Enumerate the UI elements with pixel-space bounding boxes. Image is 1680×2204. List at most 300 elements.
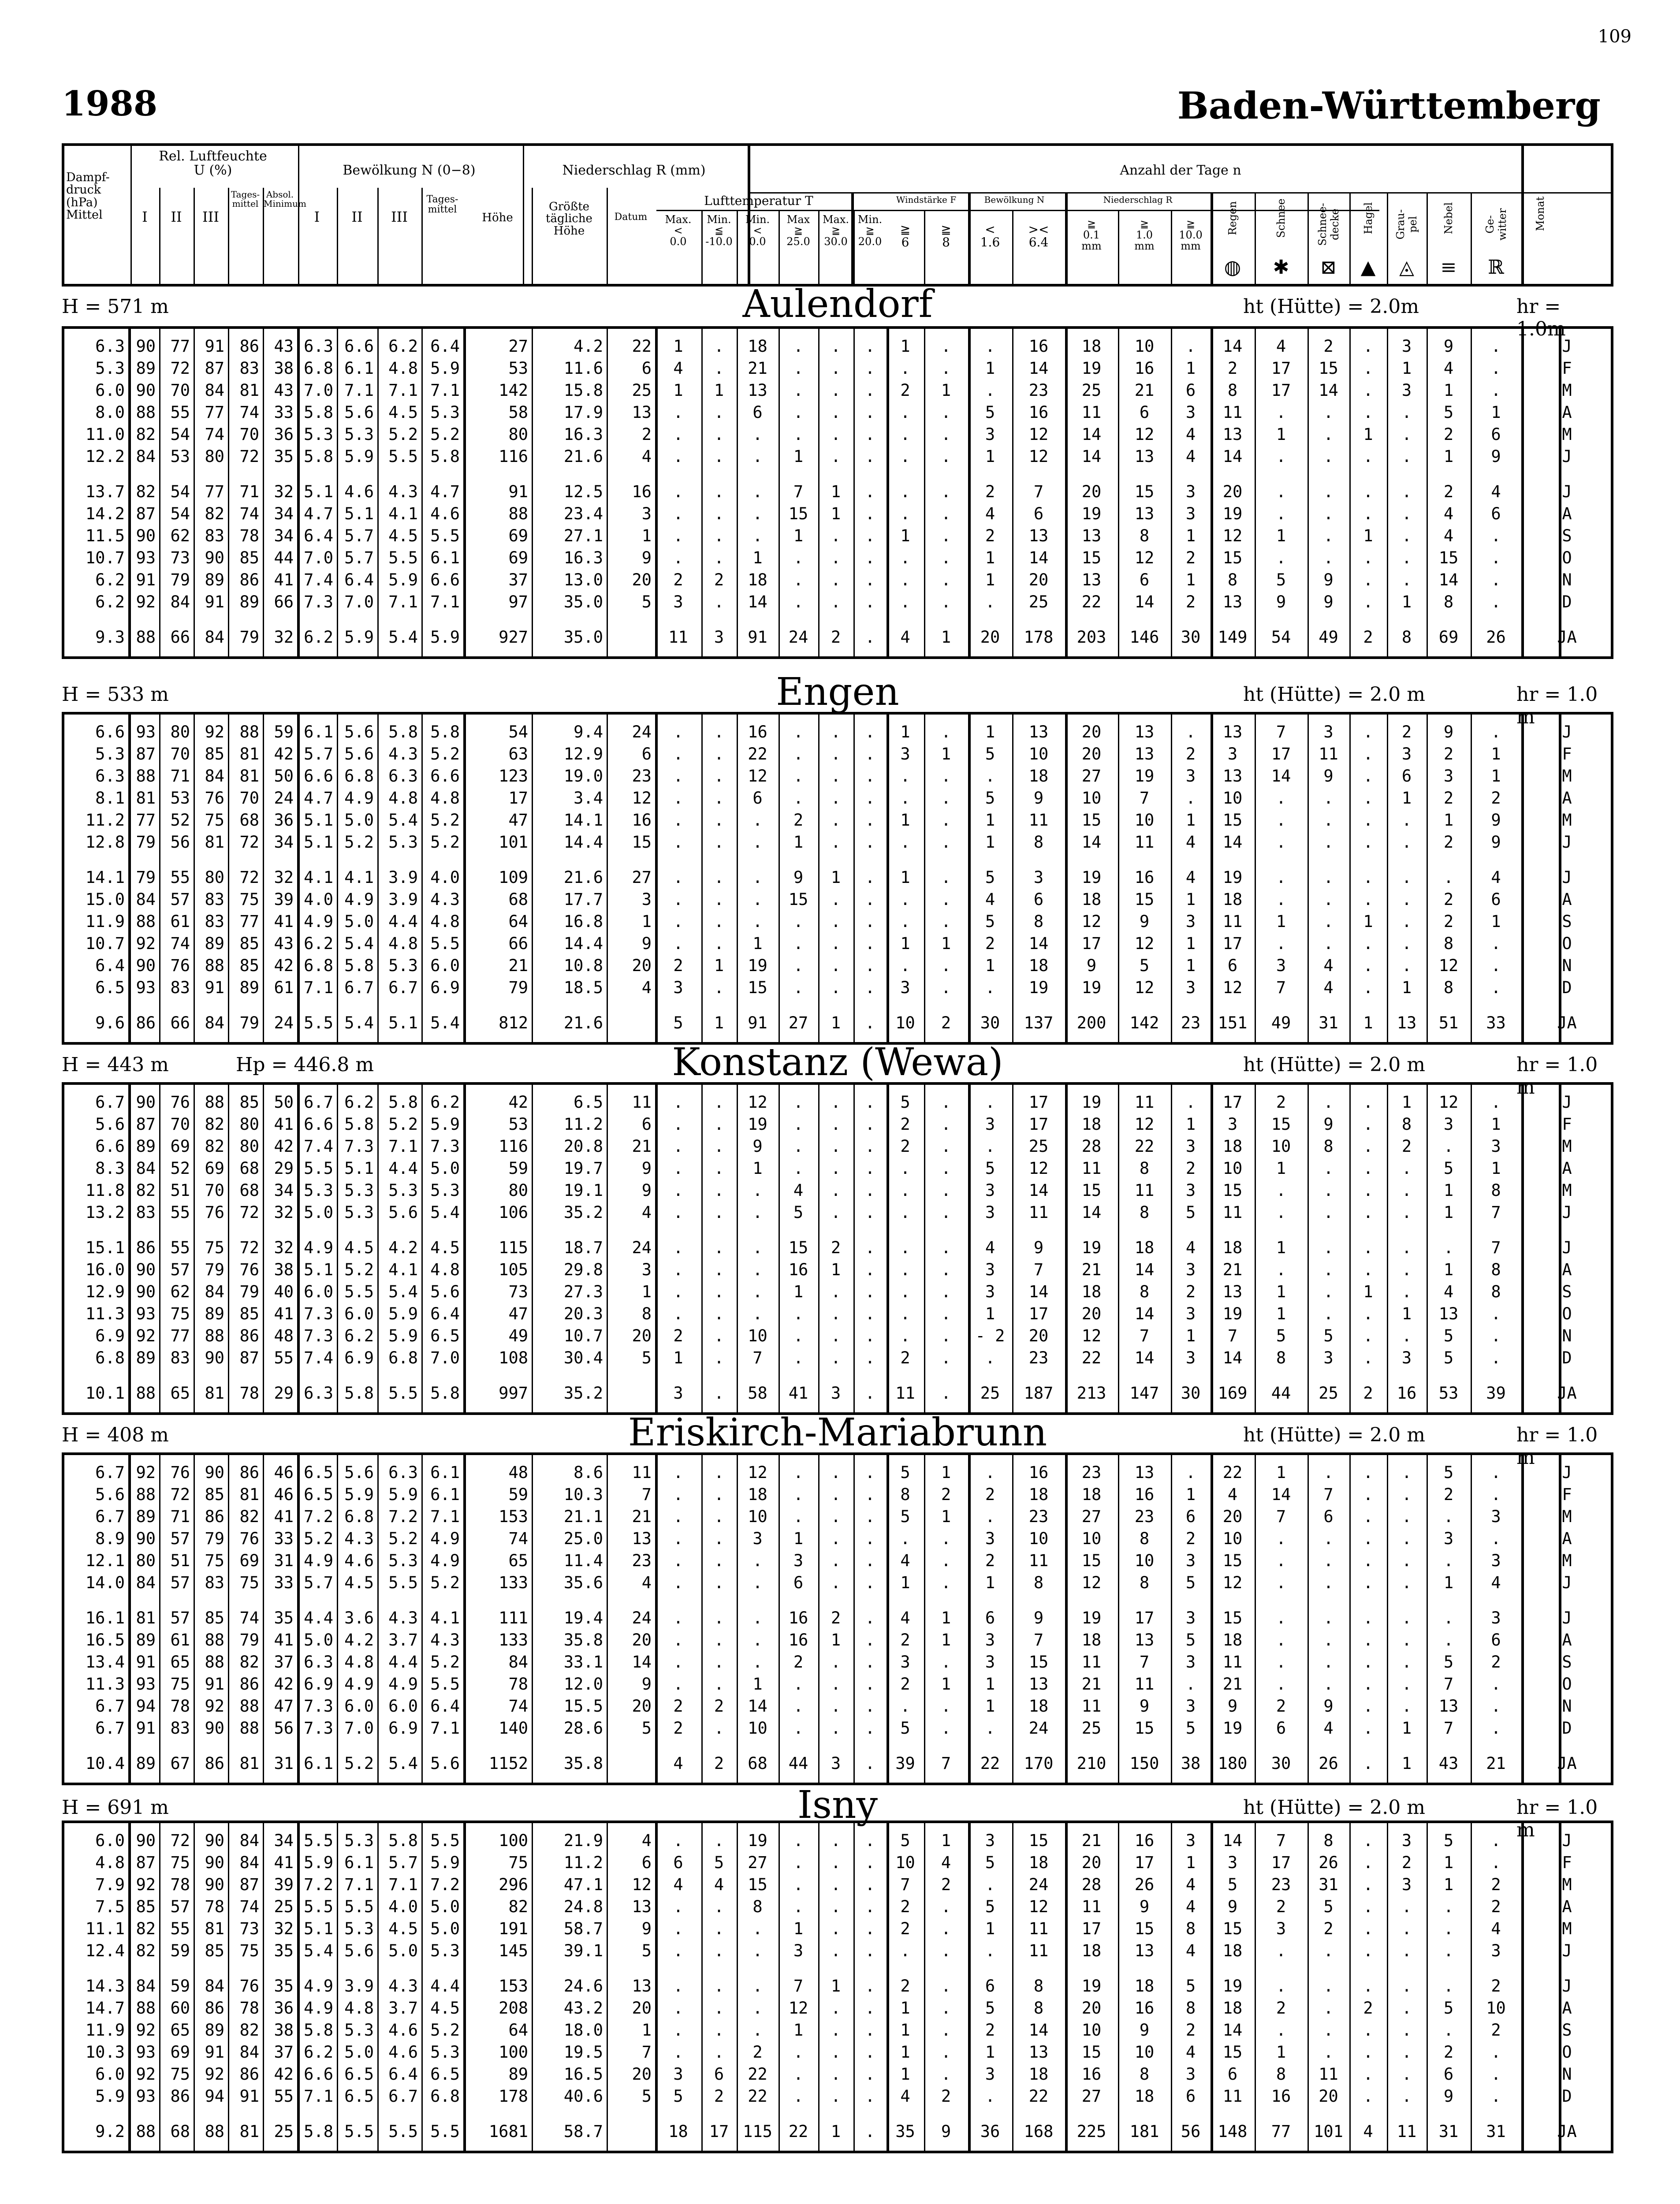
- cell: 16: [1134, 359, 1155, 378]
- cell: .: [865, 1977, 875, 1996]
- cell: 77: [136, 811, 156, 830]
- cell: 9: [1323, 1697, 1334, 1716]
- cell: .: [714, 1238, 724, 1257]
- cell: 92: [136, 2065, 156, 2084]
- cell: 5.6: [344, 1941, 374, 1960]
- cell: 18: [1222, 1999, 1243, 2018]
- cell: 7.1: [304, 978, 333, 997]
- cell: 5.6: [344, 1463, 374, 1482]
- cell: 82: [205, 1115, 224, 1134]
- cell: 21.1: [563, 1507, 603, 1526]
- cell: 12: [748, 1463, 767, 1482]
- cell: 2: [714, 1697, 724, 1716]
- cell: 7.1: [304, 2087, 333, 2106]
- cell: 6: [1033, 504, 1044, 523]
- cell: 24: [632, 722, 652, 741]
- cell: 4: [1491, 868, 1501, 887]
- cell: .: [673, 1181, 683, 1200]
- cell: .: [1323, 2043, 1334, 2062]
- cell: .: [714, 1919, 724, 1938]
- cell: 72: [239, 1203, 259, 1222]
- cell: 150: [1129, 1754, 1159, 1773]
- cell: S: [1562, 1653, 1572, 1672]
- cell: 92: [136, 592, 156, 611]
- cell: .: [1491, 526, 1501, 545]
- cell: 2: [900, 1348, 910, 1367]
- cell: 4.9: [344, 1675, 374, 1694]
- cell: .: [865, 447, 875, 466]
- cell: .: [1363, 956, 1373, 975]
- cell: .: [1363, 767, 1373, 786]
- cell: 14: [1438, 570, 1459, 589]
- cell: 187: [1024, 1384, 1054, 1403]
- cell: 5.5: [344, 2122, 374, 2141]
- cell: 180: [1218, 1754, 1248, 1773]
- cell: .: [831, 1282, 841, 1301]
- cell: 1: [793, 833, 804, 852]
- table-row: [64, 1159, 1611, 1181]
- cell: .: [1401, 2087, 1412, 2106]
- cell: .: [673, 1260, 683, 1279]
- cell: 19: [1222, 868, 1243, 887]
- cell: 5.2: [388, 1115, 418, 1134]
- cell: .: [1491, 359, 1501, 378]
- cell: 12.8: [85, 833, 125, 852]
- cell: 5: [1276, 1326, 1286, 1345]
- cell: 88: [136, 1999, 156, 2018]
- cell: 24: [632, 1608, 652, 1627]
- cell: 88: [205, 1326, 224, 1345]
- cell: 93: [136, 1675, 156, 1694]
- cell: .: [673, 1631, 683, 1649]
- cell: .: [941, 811, 951, 830]
- cell: 15: [1134, 1719, 1155, 1738]
- cell: 51: [170, 1551, 190, 1570]
- cell: .: [752, 1653, 763, 1672]
- cell: .: [752, 2021, 763, 2040]
- cell: .: [714, 447, 724, 466]
- cell: 84: [136, 1977, 156, 1996]
- cell: .: [900, 570, 910, 589]
- cell: 79: [136, 868, 156, 887]
- cell: 8: [1227, 570, 1238, 589]
- cell: .: [941, 1919, 951, 1938]
- cell: .: [1276, 1573, 1286, 1592]
- cell: 5.8: [344, 1115, 374, 1134]
- cell: 76: [170, 1463, 190, 1482]
- cell: 17: [1081, 1919, 1102, 1938]
- cell: 90: [136, 1831, 156, 1850]
- cell: .: [941, 425, 951, 444]
- cell: 5: [900, 1463, 910, 1482]
- cell: 16: [1397, 1384, 1417, 1403]
- cell: 16.8: [563, 912, 603, 931]
- cell: 9: [1443, 337, 1454, 356]
- page-number: 109: [1598, 26, 1632, 47]
- cell: 5.7: [304, 1573, 333, 1592]
- cell: 93: [136, 2087, 156, 2106]
- cell: 15.0: [85, 890, 125, 909]
- cell: .: [831, 1115, 841, 1134]
- cell: .: [941, 526, 951, 545]
- cell: 57: [170, 1897, 190, 1916]
- cell: 39: [1486, 1384, 1506, 1403]
- cell: 34: [274, 833, 294, 852]
- cell: .: [831, 447, 841, 466]
- cell: 24: [788, 628, 808, 647]
- cell: .: [1323, 1203, 1334, 1222]
- cell: .: [673, 1999, 683, 2018]
- cell: .: [714, 722, 724, 741]
- cell: 12: [1134, 548, 1155, 567]
- cell: 5: [900, 1831, 910, 1850]
- cell: 14: [1134, 1260, 1155, 1279]
- cell: 4: [673, 1754, 683, 1773]
- cell: 14: [1222, 337, 1243, 356]
- cell: .: [1363, 868, 1373, 887]
- cell: .: [1491, 1675, 1501, 1694]
- table-row: [64, 1529, 1611, 1551]
- cell: .: [1401, 890, 1412, 909]
- cell: .: [865, 1999, 875, 2018]
- cell: 5: [985, 868, 995, 887]
- cell: J: [1562, 868, 1572, 887]
- cell: 7: [1491, 1238, 1501, 1257]
- cell: 43: [274, 337, 294, 356]
- cell: 7.0: [430, 1348, 460, 1367]
- cell: .: [1491, 1304, 1501, 1323]
- cell: .: [941, 1941, 951, 1960]
- cell: 25: [980, 1384, 1000, 1403]
- cell: 3: [1276, 1919, 1286, 1938]
- cell: 33: [274, 403, 294, 422]
- cell: .: [793, 1159, 804, 1178]
- cell: .: [865, 978, 875, 997]
- cell: 14.7: [85, 1999, 125, 2018]
- cell: .: [1323, 403, 1334, 422]
- cell: .: [1401, 1159, 1412, 1178]
- table-header: [62, 143, 1613, 287]
- cell: 149: [1218, 628, 1248, 647]
- cell: 82: [239, 1507, 259, 1526]
- cell: 5.6: [430, 1282, 460, 1301]
- cell: 5.7: [344, 548, 374, 567]
- cell: 4.8: [430, 912, 460, 931]
- cell: 93: [136, 978, 156, 997]
- cell: 4.9: [388, 1675, 418, 1694]
- cell: 5.9: [304, 1853, 333, 1872]
- cell: 84: [239, 2043, 259, 2062]
- cell: 92: [136, 2021, 156, 2040]
- cell: 3: [1185, 504, 1196, 523]
- cell: .: [1323, 1529, 1334, 1548]
- cell: 1: [900, 337, 910, 356]
- cell: .: [673, 2043, 683, 2062]
- cell: 6.1: [430, 1485, 460, 1504]
- cell: 2: [1443, 912, 1454, 931]
- cell: 15: [1222, 1181, 1243, 1200]
- cell: 17: [1028, 1093, 1049, 1112]
- cell: 13: [1028, 722, 1049, 741]
- cell: 6.6: [304, 1115, 333, 1134]
- cell: 1: [941, 1608, 951, 1627]
- cell: 14: [1271, 1485, 1291, 1504]
- cell: 10: [748, 1326, 767, 1345]
- cell: 2: [1443, 789, 1454, 808]
- cell: 4: [900, 1608, 910, 1627]
- cell: 38: [1181, 1754, 1201, 1773]
- cell: 42: [274, 2065, 294, 2084]
- cell: 5.2: [388, 425, 418, 444]
- cell: 72: [239, 868, 259, 887]
- cell: 57: [170, 1608, 190, 1627]
- cell: 4: [1443, 526, 1454, 545]
- cell: .: [1363, 811, 1373, 830]
- cell: JA: [1557, 1754, 1577, 1773]
- cell: 14: [1222, 1831, 1243, 1850]
- cell: 81: [239, 745, 259, 763]
- cell: 6.0: [95, 1831, 125, 1850]
- table-row: [64, 767, 1611, 789]
- cell: 8: [1033, 833, 1044, 852]
- cell: 1: [985, 359, 995, 378]
- cell: 53: [170, 447, 190, 466]
- cell: 70: [205, 1181, 224, 1200]
- cell: 4.2: [388, 1238, 418, 1257]
- cell: 10: [1134, 811, 1155, 830]
- cell: 65: [508, 1551, 528, 1570]
- cell: .: [673, 482, 683, 501]
- cell: 191: [499, 1919, 528, 1938]
- cell: 14: [1028, 359, 1049, 378]
- cell: 2: [941, 2087, 951, 2106]
- cell: 11.8: [85, 1181, 125, 1200]
- cell: .: [1363, 833, 1373, 852]
- cell: .: [1401, 1897, 1412, 1916]
- cell: .: [865, 1260, 875, 1279]
- cell: .: [865, 2043, 875, 2062]
- cell: 4: [1323, 978, 1334, 997]
- cell: 1: [1185, 1326, 1196, 1345]
- cell: 1: [793, 1529, 804, 1548]
- cell: .: [831, 890, 841, 909]
- cell: 12: [788, 1999, 808, 2018]
- cell: 23: [1028, 1507, 1049, 1526]
- cell: 9: [1323, 570, 1334, 589]
- phenomenon-label-5: Nebel: [1442, 202, 1455, 235]
- cell: 20: [632, 2065, 652, 2084]
- phenomenon-label-4: Grau- pel: [1394, 209, 1419, 240]
- cell: .: [1323, 1675, 1334, 1694]
- cell: 4.2: [344, 1631, 374, 1649]
- station-elevation: H = 533 m: [62, 683, 169, 706]
- cell: 21: [508, 956, 528, 975]
- cell: 8: [1033, 912, 1044, 931]
- cell: 5.7: [388, 1853, 418, 1872]
- cell: 79: [239, 1282, 259, 1301]
- cell: 82: [508, 1897, 528, 1916]
- cell: .: [673, 1093, 683, 1112]
- cell: .: [1363, 447, 1373, 466]
- cell: 81: [239, 2122, 259, 2141]
- cell: 3: [1185, 1137, 1196, 1156]
- cell: .: [900, 789, 910, 808]
- cloud-sub-3: Tages- mittel: [426, 194, 458, 216]
- cell: 5.8: [388, 1831, 418, 1850]
- cell: 22: [748, 2065, 767, 2084]
- cell: 4.5: [388, 403, 418, 422]
- cell: 208: [499, 1999, 528, 2018]
- cell: 79: [239, 1013, 259, 1032]
- cell: 5.5: [388, 2122, 418, 2141]
- station-hut-height: ht (Hütte) = 2.0m: [1243, 295, 1419, 318]
- cell: 12: [1028, 447, 1049, 466]
- cell: .: [752, 447, 763, 466]
- cell: 20: [1081, 482, 1102, 501]
- cell: 10: [1134, 1551, 1155, 1570]
- cell: 41: [274, 1507, 294, 1526]
- cell: 68: [239, 811, 259, 830]
- cell: 4.8: [388, 934, 418, 953]
- cell: 13: [632, 1977, 652, 1996]
- cell: 2: [714, 570, 724, 589]
- cell: 16.3: [563, 425, 603, 444]
- cell: 21: [1081, 1831, 1102, 1850]
- cell: 1: [985, 956, 995, 975]
- cell: 4.8: [388, 789, 418, 808]
- cell: 80: [508, 1181, 528, 1200]
- cell: 13: [1438, 1304, 1459, 1323]
- cell: 14: [1271, 767, 1291, 786]
- cell: 18: [1134, 1977, 1155, 1996]
- cell: 6: [1323, 1507, 1334, 1526]
- cell: 4.6: [430, 504, 460, 523]
- cell: 6.7: [95, 1697, 125, 1716]
- cell: .: [865, 1348, 875, 1367]
- cell: 5.8: [344, 1384, 374, 1403]
- cloud-cover-title: Bewölkung N (0−8): [343, 163, 476, 178]
- cell: 1: [1401, 1754, 1412, 1773]
- cell: .: [1401, 811, 1412, 830]
- cell: 80: [205, 447, 224, 466]
- cell: .: [714, 868, 724, 887]
- cell: 5.0: [344, 2043, 374, 2062]
- cell: 35: [895, 2122, 915, 2141]
- cell: 10: [1222, 789, 1243, 808]
- cell: 4.1: [388, 1260, 418, 1279]
- wind-sub-1: ≧ 8: [941, 222, 951, 250]
- cell: 82: [136, 425, 156, 444]
- cell: 1: [1363, 1282, 1373, 1301]
- cell: 12.2: [85, 447, 125, 466]
- cell: 30: [1181, 628, 1201, 647]
- cell: 90: [205, 1463, 224, 1482]
- cell: 85: [205, 1941, 224, 1960]
- cell: 200: [1077, 1013, 1106, 1032]
- cell: 84: [136, 890, 156, 909]
- cell: 16: [1028, 1463, 1049, 1482]
- cell: .: [831, 2087, 841, 2106]
- cell: 2: [985, 2021, 995, 2040]
- cell: 36: [274, 1999, 294, 2018]
- cell: .: [793, 592, 804, 611]
- cell: 32: [274, 628, 294, 647]
- cell: .: [1363, 789, 1373, 808]
- cell: 14: [1081, 1203, 1102, 1222]
- cell: 2: [752, 2043, 763, 2062]
- cell: 3: [1401, 337, 1412, 356]
- cell: 86: [136, 1013, 156, 1032]
- cell: 2: [673, 570, 683, 589]
- cell: .: [865, 1463, 875, 1482]
- cell: 2: [1443, 745, 1454, 763]
- cell: .: [1323, 526, 1334, 545]
- cell: 62: [170, 1282, 190, 1301]
- cell: .: [831, 570, 841, 589]
- cell: .: [1401, 548, 1412, 567]
- cell: 69: [1438, 628, 1459, 647]
- cell: 5.6: [344, 745, 374, 763]
- cell: 2: [1185, 745, 1196, 763]
- cell: 21.6: [563, 868, 603, 887]
- cell: 12: [1222, 526, 1243, 545]
- cell: 14: [1081, 447, 1102, 466]
- cell: 153: [499, 1507, 528, 1526]
- cell: J: [1562, 1463, 1572, 1482]
- cell: 24.6: [563, 1977, 603, 1996]
- cell: 80: [170, 722, 190, 741]
- cell: 3.7: [388, 1999, 418, 2018]
- cell: 3: [641, 1260, 652, 1279]
- cell: 1: [1443, 1203, 1454, 1222]
- table-row: [64, 1977, 1611, 1999]
- cell: .: [1276, 1181, 1286, 1200]
- cell: .: [900, 548, 910, 567]
- cell: 5.4: [344, 934, 374, 953]
- cell: 79: [239, 628, 259, 647]
- cell: 86: [239, 2065, 259, 2084]
- cell: .: [941, 1529, 951, 1548]
- cell: 1: [985, 1919, 995, 1938]
- cell: .: [1363, 934, 1373, 953]
- cell: .: [793, 1875, 804, 1894]
- cell: 7.5: [95, 1897, 125, 1916]
- cell: 1: [1185, 570, 1196, 589]
- cell: 2: [1401, 1853, 1412, 1872]
- cell: 4: [985, 890, 995, 909]
- cell: .: [714, 425, 724, 444]
- cell: 1: [752, 1159, 763, 1178]
- cell: 213: [1077, 1384, 1106, 1403]
- cell: 11: [1028, 1919, 1049, 1938]
- cell: 2: [673, 1719, 683, 1738]
- cell: 66: [170, 1013, 190, 1032]
- cell: 5.1: [344, 504, 374, 523]
- table-row: [64, 1203, 1611, 1225]
- cell: 86: [205, 1754, 224, 1773]
- cell: .: [900, 912, 910, 931]
- cell: .: [1443, 2021, 1454, 2040]
- cell: 84: [136, 1159, 156, 1178]
- cell: 33: [274, 1573, 294, 1592]
- cell: 68: [239, 1181, 259, 1200]
- cell: 12: [632, 1875, 652, 1894]
- cell: 29.8: [563, 1260, 603, 1279]
- cell: 67: [170, 1754, 190, 1773]
- cell: 19: [1222, 504, 1243, 523]
- cell: 3: [1185, 1697, 1196, 1716]
- cell: JA: [1557, 628, 1577, 647]
